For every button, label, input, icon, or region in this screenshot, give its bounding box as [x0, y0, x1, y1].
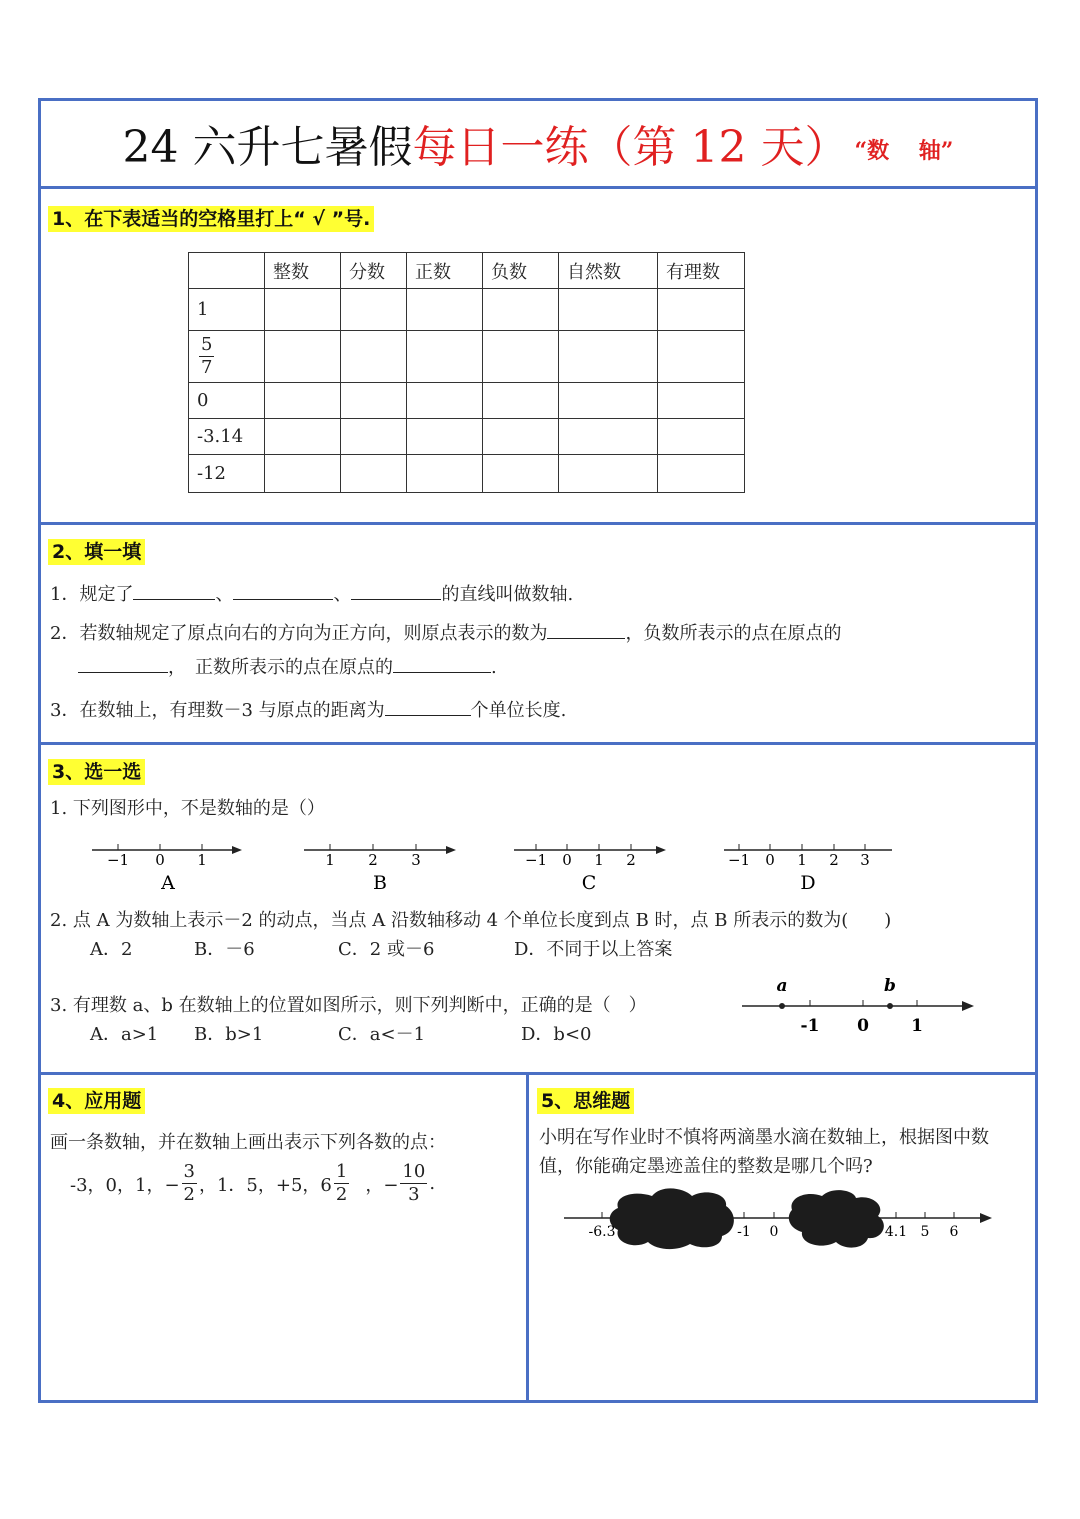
point-a	[779, 1003, 785, 1009]
section3-label: 3、选一选	[48, 759, 145, 785]
option-letter: C	[581, 872, 597, 894]
answer-blank[interactable]	[133, 583, 215, 600]
check-cell[interactable]	[483, 455, 559, 493]
option-letter: A	[161, 872, 175, 894]
table-header: 自然数	[559, 253, 658, 289]
choice-question-3: 3. 有理数 a、b 在数轴上的位置如图所示，则下列判断中，正确的是（ ）	[50, 995, 647, 1016]
point-b	[887, 1003, 893, 1009]
denominator: 7	[201, 357, 213, 378]
section2-label: 2、填一填	[48, 539, 145, 565]
tick-label: 1	[797, 851, 807, 869]
tick-label: 1	[197, 851, 207, 869]
label-b: b	[884, 976, 896, 996]
fill-question-2	[50, 619, 841, 645]
axis-option-d	[724, 844, 892, 894]
section4-label: 4、应用题	[48, 1088, 145, 1114]
check-cell[interactable]	[265, 455, 341, 493]
tick-label: -1	[800, 1016, 820, 1036]
row-number: 0	[189, 383, 265, 419]
question-text: 、	[333, 584, 352, 605]
question-text: 3．在数轴上，有理数－3 与原点的距离为	[50, 700, 385, 721]
tick-label: 3	[860, 851, 870, 869]
q3-option-c[interactable]: C．a<－1	[338, 1024, 426, 1045]
numbers-to-plot	[70, 1163, 435, 1204]
check-cell[interactable]	[407, 419, 483, 455]
check-cell[interactable]	[483, 383, 559, 419]
column-divider	[526, 1072, 529, 1402]
check-cell[interactable]	[559, 383, 658, 419]
tick-label: 2	[368, 851, 378, 869]
answer-blank[interactable]	[393, 656, 491, 673]
thinking-question-line2: 值，你能确定墨迹盖住的整数是哪几个吗?	[539, 1156, 873, 1177]
check-cell[interactable]	[341, 419, 407, 455]
check-cell[interactable]	[559, 419, 658, 455]
tick-label: −1	[727, 851, 751, 869]
axis-option-c	[514, 844, 666, 894]
tick-label: 3	[411, 851, 421, 869]
section1-label: 1、在下表适当的空格里打上“ √ ”号.	[48, 206, 374, 232]
denominator: 2	[183, 1184, 195, 1205]
arrow-head	[980, 1213, 992, 1223]
tick-label: 1	[594, 851, 604, 869]
ink-blot-left	[610, 1188, 734, 1249]
table-row	[189, 289, 745, 331]
check-cell[interactable]	[265, 289, 341, 331]
numerator: 1	[335, 1161, 348, 1182]
check-cell[interactable]	[559, 289, 658, 331]
check-cell[interactable]	[341, 455, 407, 493]
table-row	[189, 419, 745, 455]
fill-question-2-cont	[78, 653, 497, 679]
arrow-head	[656, 846, 666, 854]
tick-label: 0	[765, 851, 775, 869]
title-part3: “数 轴”	[854, 137, 954, 164]
check-cell[interactable]	[265, 419, 341, 455]
check-cell[interactable]	[341, 331, 407, 383]
row-number: -12	[189, 455, 265, 493]
check-cell[interactable]	[483, 419, 559, 455]
answer-blank[interactable]	[351, 583, 441, 600]
title-part1: 24 六升七暑假	[122, 122, 413, 173]
tick-label: 2	[829, 851, 839, 869]
numbers-text: .	[429, 1173, 436, 1194]
tick-label: 1	[325, 851, 335, 869]
check-cell[interactable]	[483, 331, 559, 383]
question-text: ， 正数所表示的点在原点的	[168, 657, 393, 678]
answer-blank[interactable]	[385, 699, 471, 716]
q3-option-b[interactable]: B．b>1	[194, 1024, 264, 1045]
fraction	[182, 1163, 197, 1204]
numbers-text: -3，0，1，−	[70, 1174, 180, 1196]
numerator: 10	[402, 1161, 426, 1182]
thinking-question-line1: 小明在写作业时不慎将两滴墨水滴在数轴上，根据图中数	[539, 1127, 989, 1148]
tick-label: 1	[911, 1016, 923, 1036]
question-text: 、	[215, 584, 234, 605]
arrow-head	[962, 1001, 974, 1011]
check-cell[interactable]	[407, 383, 483, 419]
tick-label: 0	[769, 1224, 779, 1240]
table-row	[189, 455, 745, 493]
table-header: 整数	[265, 253, 341, 289]
question-text: 的直线叫做数轴.	[441, 584, 574, 605]
divider	[38, 742, 1038, 745]
numbers-text: ，−	[365, 1174, 399, 1196]
check-cell[interactable]	[658, 419, 745, 455]
axis-option-a	[92, 844, 242, 894]
table-header: 有理数	[658, 253, 745, 289]
tick-label: -1	[737, 1224, 751, 1240]
table-header: 分数	[341, 253, 407, 289]
numerator: 3	[183, 1161, 195, 1182]
fill-question-3	[50, 696, 566, 722]
divider	[38, 522, 1038, 525]
table-header-row	[189, 253, 745, 289]
check-cell[interactable]	[407, 331, 483, 383]
numerator: 5	[201, 334, 213, 355]
check-cell[interactable]	[265, 383, 341, 419]
section5-label: 5、思维题	[537, 1088, 634, 1114]
denominator: 2	[335, 1184, 348, 1205]
tick-label: 0	[857, 1016, 869, 1036]
check-cell[interactable]	[265, 331, 341, 383]
question-text: 个单位长度.	[470, 700, 567, 721]
divider	[38, 1072, 1038, 1075]
check-cell[interactable]	[658, 455, 745, 493]
tick-label: 6	[949, 1224, 959, 1240]
q2-option-a[interactable]: A．2	[90, 939, 133, 960]
denominator: 3	[408, 1184, 420, 1205]
tick-label: -6.3	[588, 1224, 616, 1240]
q3-option-d[interactable]: D．b<0	[521, 1024, 592, 1045]
fill-question-1	[50, 580, 573, 606]
option-letter: B	[373, 872, 387, 894]
table-header: 负数	[483, 253, 559, 289]
q2-option-c[interactable]: C．2 或－6	[338, 939, 435, 960]
q3-option-a[interactable]: A．a>1	[90, 1024, 159, 1045]
q3-number-line	[730, 970, 980, 1040]
answer-blank[interactable]	[233, 583, 333, 600]
question-text: ，负数所表示的点在原点的	[625, 623, 842, 644]
check-cell[interactable]	[658, 331, 745, 383]
check-cell[interactable]	[559, 331, 658, 383]
question-text: 2．若数轴规定了原点向右的方向为正方向，则原点表示的数为	[50, 623, 548, 644]
ink-number-line	[556, 1188, 1001, 1258]
q2-option-d[interactable]: D．不同于以上答案	[514, 939, 673, 960]
divider	[38, 186, 1038, 189]
fraction	[199, 336, 214, 377]
answer-blank[interactable]	[78, 656, 168, 673]
question-text: .	[491, 657, 497, 678]
arrow-head	[446, 846, 456, 854]
page-title	[40, 100, 1036, 186]
numbers-text: ，1．5，+5，6	[198, 1174, 332, 1196]
q2-option-b[interactable]: B．－6	[194, 939, 255, 960]
check-cell[interactable]	[483, 289, 559, 331]
row-number: -3.14	[189, 419, 265, 455]
check-cell[interactable]	[407, 455, 483, 493]
choice-question-1: 1. 下列图形中，不是数轴的是（）	[50, 798, 325, 819]
question-text: 1．规定了	[50, 584, 134, 605]
tick-label: 4.1	[884, 1224, 908, 1240]
table-row	[189, 383, 745, 419]
table-header: 正数	[407, 253, 483, 289]
tick-label: 2	[626, 851, 636, 869]
tick-label: −1	[524, 851, 548, 869]
check-cell[interactable]	[407, 289, 483, 331]
number-line-options	[0, 830, 1080, 900]
table-row	[189, 331, 745, 383]
check-cell[interactable]	[658, 289, 745, 331]
classification-table	[188, 252, 745, 493]
tick-label: 0	[562, 851, 572, 869]
tick-label: 5	[920, 1224, 930, 1240]
tick-label: −1	[106, 851, 130, 869]
row-number: 1	[189, 289, 265, 331]
ink-blot-right	[789, 1190, 884, 1248]
application-question: 画一条数轴，并在数轴上画出表示下列各数的点：	[50, 1132, 446, 1153]
option-letter: D	[800, 872, 816, 894]
tick-label: 0	[155, 851, 165, 869]
check-cell[interactable]	[559, 455, 658, 493]
arrow-head	[232, 846, 242, 854]
fraction	[334, 1163, 349, 1204]
row-number	[189, 331, 265, 383]
title-part2: 每日一练（第 12 天）	[412, 122, 849, 173]
fraction	[400, 1163, 427, 1204]
axis-option-b	[304, 844, 456, 894]
table-header	[189, 253, 265, 289]
check-cell[interactable]	[341, 383, 407, 419]
choice-question-2: 2. 点 A 为数轴上表示－2 的动点，当点 A 沿数轴移动 4 个单位长度到点 B 时，点 B 所表示的数为( )	[50, 910, 892, 931]
check-cell[interactable]	[341, 289, 407, 331]
check-cell[interactable]	[658, 383, 745, 419]
answer-blank[interactable]	[547, 622, 625, 639]
label-a: a	[776, 976, 788, 996]
